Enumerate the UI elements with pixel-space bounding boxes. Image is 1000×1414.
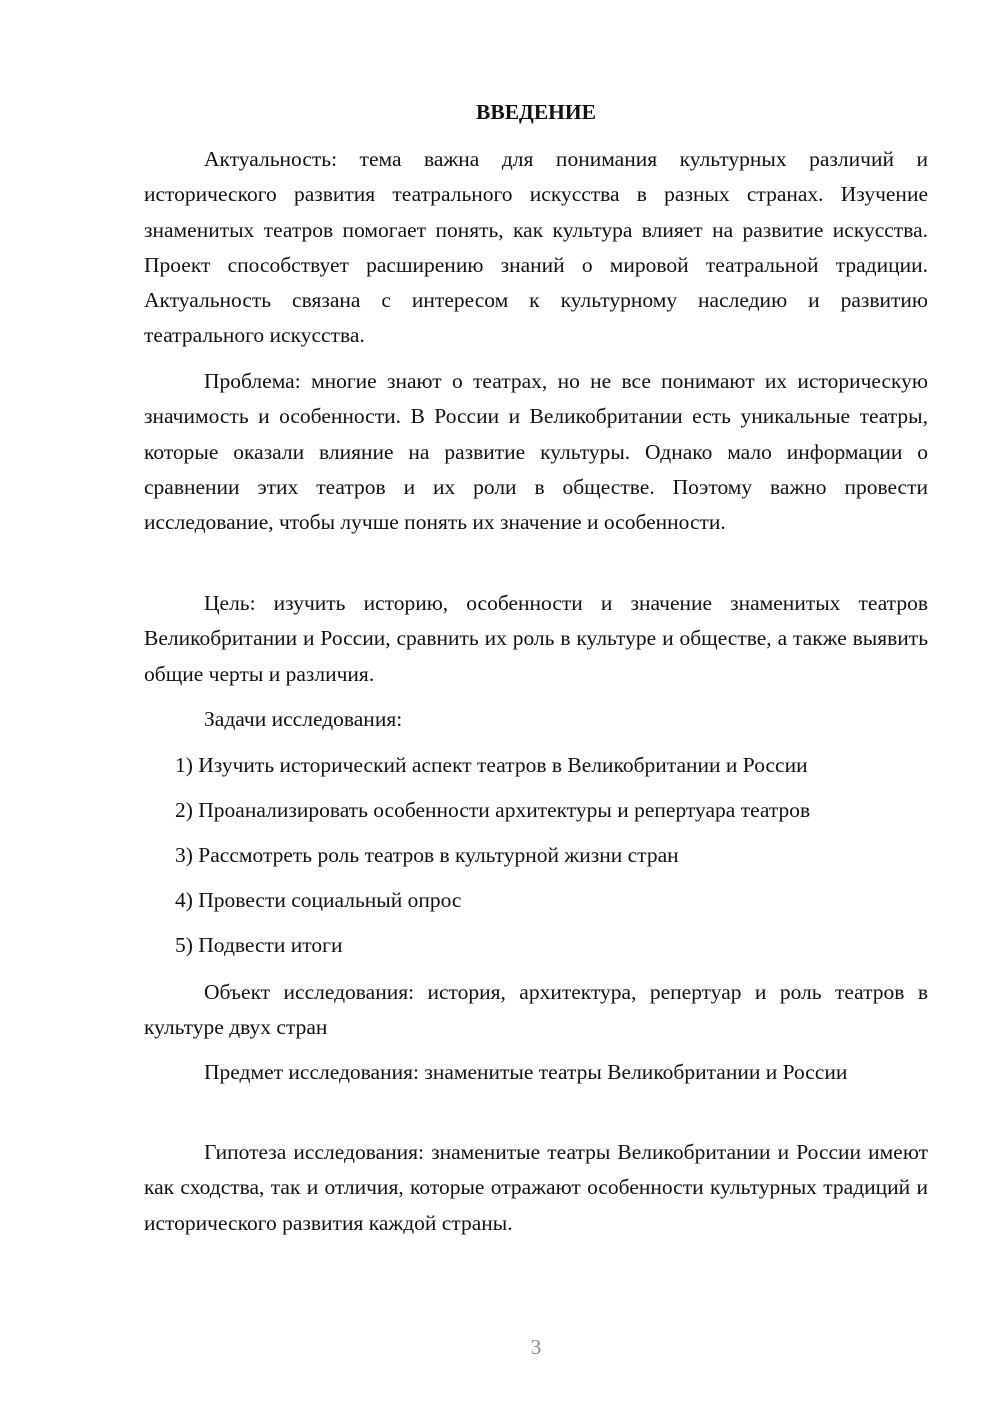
object-paragraph	[144, 975, 928, 1046]
list-item-text: 2) Проанализировать особенности архитектуры и репертуара театров	[175, 798, 811, 822]
task-list-item	[144, 883, 928, 918]
goal-paragraph	[144, 586, 928, 692]
paragraph-text: Цель: изучить историю, особенности и значение знаменитых театров Великобритании и России, сравнить их роль в культуре и обществе, а также выявить общие черты и различия.	[144, 591, 928, 686]
paragraph-text: Объект исследования: история, архитектура, репертуар и роль театров в культуре двух стран	[144, 980, 928, 1040]
list-item-text: 1) Изучить исторический аспект театров в Великобритании и России	[175, 753, 808, 777]
task-list-item	[144, 793, 928, 828]
list-item-text: 3) Рассмотреть роль театров в культурной жизни стран	[175, 843, 679, 867]
relevance-paragraph	[144, 142, 928, 354]
task-list-item	[144, 838, 928, 873]
paragraph-text: Задачи исследования:	[204, 707, 403, 731]
task-list-item	[144, 928, 928, 963]
paragraph-text: Проблема: многие знают о театрах, но не все понимают их историческую значимость и особенности. В России и Великобритании есть уникальные театры, которые оказали влияние на развитие культуры. Однако мало информации о сравнении этих театров и их роли в обществе. Поэтому важно провести исследование, чтобы лучше понять их значение и особенности.	[144, 369, 928, 535]
problem-paragraph	[144, 364, 928, 540]
paragraph-text: Актуальность: тема важна для понимания культурных различий и исторического развития театрального искусства в разных странах. Изучение знаменитых театров помогает понять, как культура влияет на развитие искусства. Проект способствует расширению знаний о мировой театральной традиции. Актуальность связана с интересом к культурному наследию и развитию театрального искусства.	[144, 147, 928, 348]
hypothesis-paragraph	[144, 1135, 928, 1241]
paragraph-text: Гипотеза исследования: знаменитые театры Великобритании и России имеют как сходства, так и отличия, которые отражают особенности культурных традиций и исторического развития каждой страны.	[144, 1140, 928, 1235]
paragraph-text: Предмет исследования: знаменитые театры Великобритании и России	[204, 1060, 848, 1084]
list-item-text: 4) Провести социальный опрос	[175, 888, 462, 912]
tasks-heading	[144, 702, 928, 737]
task-list-item	[144, 748, 928, 783]
list-item-text: 5) Подвести итоги	[175, 933, 343, 957]
subject-paragraph	[144, 1055, 928, 1090]
section-heading: ВВЕДЕНИЕ	[476, 100, 596, 124]
page-number: 3	[530, 1335, 542, 1359]
